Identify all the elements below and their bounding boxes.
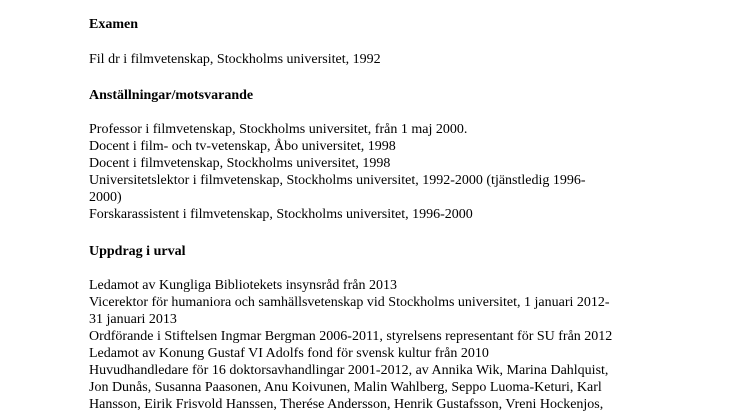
- uppdrag-line-8: Hansson, Eirik Frisvold Hanssen, Therése Andersson, Henrik Gustafsson, Vreni Hockenjos,: [89, 397, 604, 412]
- uppdrag-line-1: Ledamot av Kungliga Bibliotekets insynsråd från 2013: [89, 278, 397, 293]
- uppdrag-line-5: Ledamot av Konung Gustaf VI Adolfs fond för svensk kultur från 2010: [89, 346, 489, 361]
- heading-anstallningar: Anställningar/motsvarande: [89, 88, 254, 103]
- anstallning-line-4: Universitetslektor i filmvetenskap, Stockholms universitet, 1992-2000 (tjänstledig 1996-: [89, 173, 586, 188]
- uppdrag-line-3: 31 januari 2013: [89, 312, 177, 327]
- heading-examen: Examen: [89, 17, 138, 32]
- anstallning-line-3: Docent i filmvetenskap, Stockholms universitet, 1998: [89, 156, 391, 171]
- anstallning-line-5: 2000): [89, 190, 122, 205]
- uppdrag-line-4: Ordförande i Stiftelsen Ingmar Bergman 2006-2011, styrelsens representant för SU från 2012: [89, 329, 613, 344]
- anstallning-line-6: Forskarassistent i filmvetenskap, Stockholms universitet, 1996-2000: [89, 207, 473, 222]
- heading-uppdrag: Uppdrag i urval: [89, 244, 186, 259]
- anstallning-line-2: Docent i film- och tv-vetenskap, Åbo universitet, 1998: [89, 139, 396, 154]
- uppdrag-line-2: Vicerektor för humaniora och samhällsvetenskap vid Stockholms universitet, 1 januari 2012-: [89, 295, 610, 310]
- anstallning-line-1: Professor i filmvetenskap, Stockholms universitet, från 1 maj 2000.: [89, 122, 468, 137]
- examen-line-1: Fil dr i filmvetenskap, Stockholms universitet, 1992: [89, 52, 381, 67]
- uppdrag-line-7: Jon Dunås, Susanna Paasonen, Anu Koivunen, Malin Wahlberg, Seppo Luoma-Keturi, Karl: [89, 380, 602, 395]
- uppdrag-line-6: Huvudhandledare för 16 doktorsavhandlingar 2001-2012, av Annika Wik, Marina Dahlquist,: [89, 363, 609, 378]
